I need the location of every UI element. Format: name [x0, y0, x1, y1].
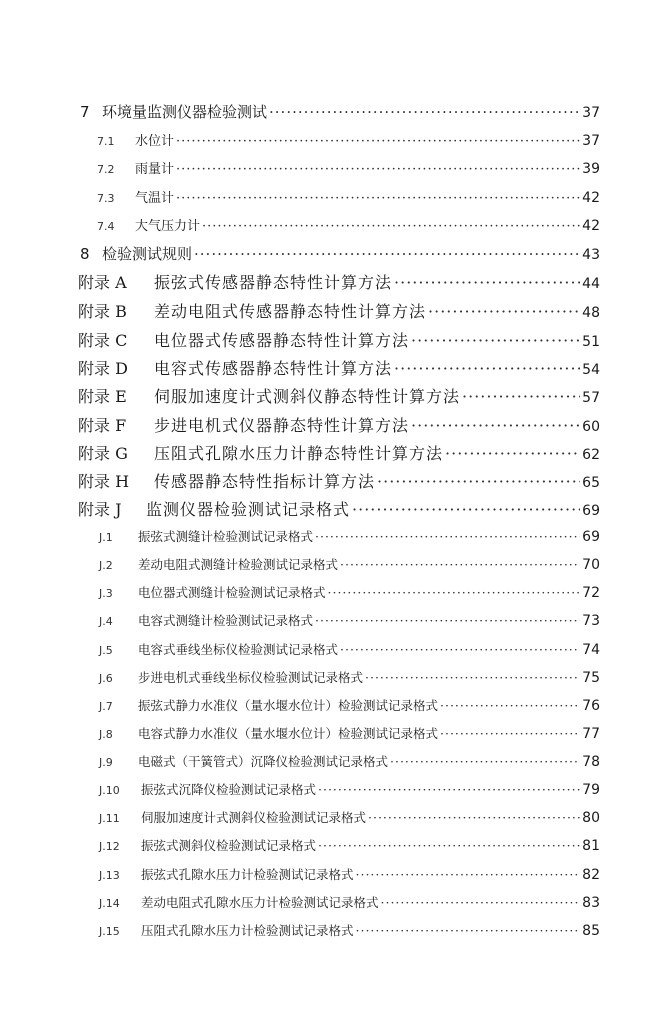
toc-entry-title: 电容式垂线坐标仪检验测试记录格式: [138, 642, 339, 657]
toc-entry: [97, 215, 600, 234]
toc-entry-page: 75: [582, 670, 600, 686]
toc-entry: [97, 187, 600, 206]
toc-entry-title: 振弦式测斜仪检验测试记录格式: [141, 838, 317, 853]
toc-leader-dots: [440, 698, 580, 713]
toc-entry-number: J.5: [99, 644, 113, 657]
toc-entry-title: 雨量计: [135, 162, 175, 177]
toc-entry-number: J.11: [99, 812, 120, 825]
toc-entry: [99, 893, 600, 911]
toc-entry-number: 附录 D: [78, 359, 128, 378]
toc-leader-dots: [340, 557, 580, 572]
toc-entry-page: 57: [582, 390, 600, 406]
toc-leader-dots: [352, 500, 580, 519]
toc-leader-dots: [368, 810, 580, 825]
toc-entry-title: 电容式静力水准仪（量水堰水位计）检验测试记录格式: [138, 726, 439, 741]
toc-entry: [99, 921, 600, 939]
toc-entry: [99, 808, 600, 826]
toc-entry: [78, 356, 600, 379]
toc-leader-dots: [315, 613, 580, 628]
toc-entry-number: 附录 B: [78, 302, 127, 321]
toc-leader-dots: [440, 726, 580, 741]
toc-entry-page: 79: [582, 782, 600, 798]
toc-entry-page: 83: [582, 895, 600, 911]
toc-entry-number: 附录 J: [78, 500, 122, 519]
toc-entry-title: 压阻式孔隙水压力计检验测试记录格式: [141, 923, 354, 938]
toc-entry-number: 附录 H: [78, 472, 130, 491]
toc-entry-number: 7.4: [97, 220, 115, 233]
toc-entry: [99, 780, 600, 798]
toc-entry: [99, 865, 600, 883]
toc-entry-title: 振弦式沉降仪检验测试记录格式: [141, 782, 317, 797]
toc-entry-number: 附录 C: [78, 331, 128, 350]
toc-entry: [78, 497, 600, 520]
toc-entry: [78, 384, 600, 407]
toc-entry-title: 监测仪器检验测试记录格式: [146, 500, 351, 519]
toc-entry-title: 电容式传感器静态特性计算方法: [154, 359, 393, 378]
toc-entry-page: 77: [582, 726, 600, 742]
toc-entry: [78, 413, 600, 436]
toc-entry: [97, 158, 600, 177]
toc-entry-number: J.15: [99, 925, 120, 938]
toc-entry-page: 69: [582, 503, 600, 519]
toc-entry: [80, 243, 600, 264]
toc-leader-dots: [328, 585, 581, 600]
toc-entry-title: 电位器式测缝计检验测试记录格式: [138, 585, 326, 600]
toc-entry-number: 7: [80, 103, 90, 121]
toc-entry-page: 76: [582, 698, 600, 714]
toc-entry-page: 42: [582, 190, 600, 206]
toc-entry-title: 差动电阻式孔隙水压力计检验测试记录格式: [141, 895, 379, 910]
toc-entry-title: 伺服加速度计式测斜仪静态特性计算方法: [154, 387, 461, 406]
toc-entry-number: J.13: [99, 869, 120, 882]
toc-entry-number: 附录 E: [78, 387, 127, 406]
toc-entry-title: 检验测试规则: [102, 245, 193, 263]
toc-entry: [99, 527, 600, 545]
toc-entry: [99, 696, 600, 714]
toc-entry: [78, 328, 600, 351]
toc-leader-dots: [318, 838, 580, 853]
toc-entry-title: 电磁式（干簧管式）沉降仪检验测试记录格式: [138, 754, 389, 769]
toc-entry-page: 72: [582, 585, 600, 601]
toc-entry-page: 70: [582, 557, 600, 573]
toc-entry-number: J.8: [99, 728, 113, 741]
toc-entry-number: J.7: [99, 700, 113, 713]
toc-entry-title: 步进电机式仪器静态特性计算方法: [154, 416, 410, 435]
toc-entry-page: 78: [582, 754, 600, 770]
toc-entry-title: 差动电阻式传感器静态特性计算方法: [154, 302, 427, 321]
toc-entry-number: 附录 A: [78, 273, 127, 292]
toc-entry-page: 80: [582, 810, 600, 826]
toc-entry-number: J.12: [99, 840, 120, 853]
toc-entry-number: J.4: [99, 615, 113, 628]
toc-leader-dots: [202, 219, 580, 234]
toc-entry-page: 82: [582, 867, 600, 883]
toc-leader-dots: [365, 670, 580, 685]
toc-entry-number: J.1: [99, 531, 113, 544]
toc-entry-number: 8: [80, 245, 90, 263]
toc-entry-title: 振弦式测缝计检验测试记录格式: [138, 529, 314, 544]
toc-entry-title: 传感器静态特性指标计算方法: [154, 472, 376, 491]
toc-entry-page: 81: [582, 838, 600, 854]
toc-entry-title: 振弦式传感器静态特性计算方法: [154, 273, 393, 292]
toc-entry-number: J.3: [99, 587, 113, 600]
toc-entry: [78, 299, 600, 322]
toc-entry: [99, 836, 600, 854]
toc-leader-dots: [377, 472, 580, 491]
toc-leader-dots: [356, 923, 581, 938]
toc-leader-dots: [381, 895, 581, 910]
toc-entry-page: 54: [582, 362, 600, 378]
toc-leader-dots: [176, 134, 580, 149]
toc-entry-page: 65: [582, 475, 600, 491]
toc-leader-dots: [194, 245, 580, 263]
toc-entry-number: J.14: [99, 897, 120, 910]
toc-leader-dots: [318, 782, 580, 797]
toc-entry-title: 振弦式孔隙水压力计检验测试记录格式: [141, 867, 354, 882]
toc-entry-page: 42: [582, 218, 600, 234]
toc-entry-title: 振弦式静力水准仪（量水堰水位计）检验测试记录格式: [138, 698, 439, 713]
toc-entry-number: J.10: [99, 784, 120, 797]
toc-entry-number: J.6: [99, 672, 113, 685]
toc-entry: [99, 640, 600, 658]
toc-entry-title: 伺服加速度计式测斜仪检验测试记录格式: [141, 810, 367, 825]
toc-entry-page: 69: [582, 529, 600, 545]
toc-entry-title: 水位计: [135, 134, 175, 149]
toc-entry-page: 43: [582, 247, 600, 263]
toc-entry-title: 压阻式孔隙水压力计静态特性计算方法: [154, 444, 444, 463]
toc-entry-page: 39: [582, 161, 600, 177]
toc-entry-page: 51: [582, 334, 600, 350]
toc-entry-title: 电位器式传感器静态特性计算方法: [154, 331, 410, 350]
toc-entry: [78, 469, 600, 492]
toc-leader-dots: [356, 867, 581, 882]
toc-entry: [99, 611, 600, 629]
toc-entry-page: 60: [582, 419, 600, 435]
toc-entry-number: 附录 F: [78, 416, 127, 435]
toc-entry-page: 62: [582, 447, 600, 463]
toc-leader-dots: [269, 103, 580, 121]
toc-leader-dots: [394, 273, 580, 292]
toc-leader-dots: [176, 191, 580, 206]
toc-entry-number: 7.2: [97, 163, 115, 176]
toc-entry-page: 37: [582, 105, 600, 121]
toc-leader-dots: [462, 387, 580, 406]
toc-leader-dots: [411, 416, 580, 435]
toc-entry: [99, 668, 600, 686]
toc-entry-title: 差动电阻式测缝计检验测试记录格式: [138, 557, 339, 572]
toc-leader-dots: [411, 331, 580, 350]
toc-entry-page: 37: [582, 133, 600, 149]
toc-entry-title: 大气压力计: [135, 219, 201, 234]
toc-entry-number: J.9: [99, 756, 113, 769]
toc-leader-dots: [340, 642, 580, 657]
toc-entry: [99, 555, 600, 573]
toc-entry-page: 74: [582, 642, 600, 658]
toc-entry: [99, 724, 600, 742]
toc-entry-number: J.2: [99, 559, 113, 572]
toc-entry-title: 环境量监测仪器检验测试: [102, 103, 268, 121]
toc-entry: [80, 101, 600, 122]
toc-leader-dots: [315, 529, 580, 544]
toc-entry: [97, 130, 600, 149]
toc-entry-page: 44: [582, 276, 600, 292]
toc-entry-title: 电容式测缝计检验测试记录格式: [138, 613, 314, 628]
toc-leader-dots: [445, 444, 580, 463]
toc-leader-dots: [390, 754, 580, 769]
toc-entry: [99, 752, 600, 770]
toc-entry-number: 7.3: [97, 192, 115, 205]
toc-entry-page: 73: [582, 613, 600, 629]
toc-entry-page: 48: [582, 305, 600, 321]
toc-entry: [78, 270, 600, 293]
toc-leader-dots: [176, 162, 580, 177]
toc-entry-number: 附录 G: [78, 444, 128, 463]
toc-entry: [78, 441, 600, 464]
toc-entry-number: 7.1: [97, 135, 115, 148]
toc-entry-title: 步进电机式垂线坐标仪检验测试记录格式: [138, 670, 364, 685]
toc-entry-page: 85: [582, 923, 600, 939]
toc-leader-dots: [394, 359, 580, 378]
toc-entry-title: 气温计: [135, 191, 175, 206]
toc-entry: [99, 583, 600, 601]
toc-leader-dots: [428, 302, 580, 321]
